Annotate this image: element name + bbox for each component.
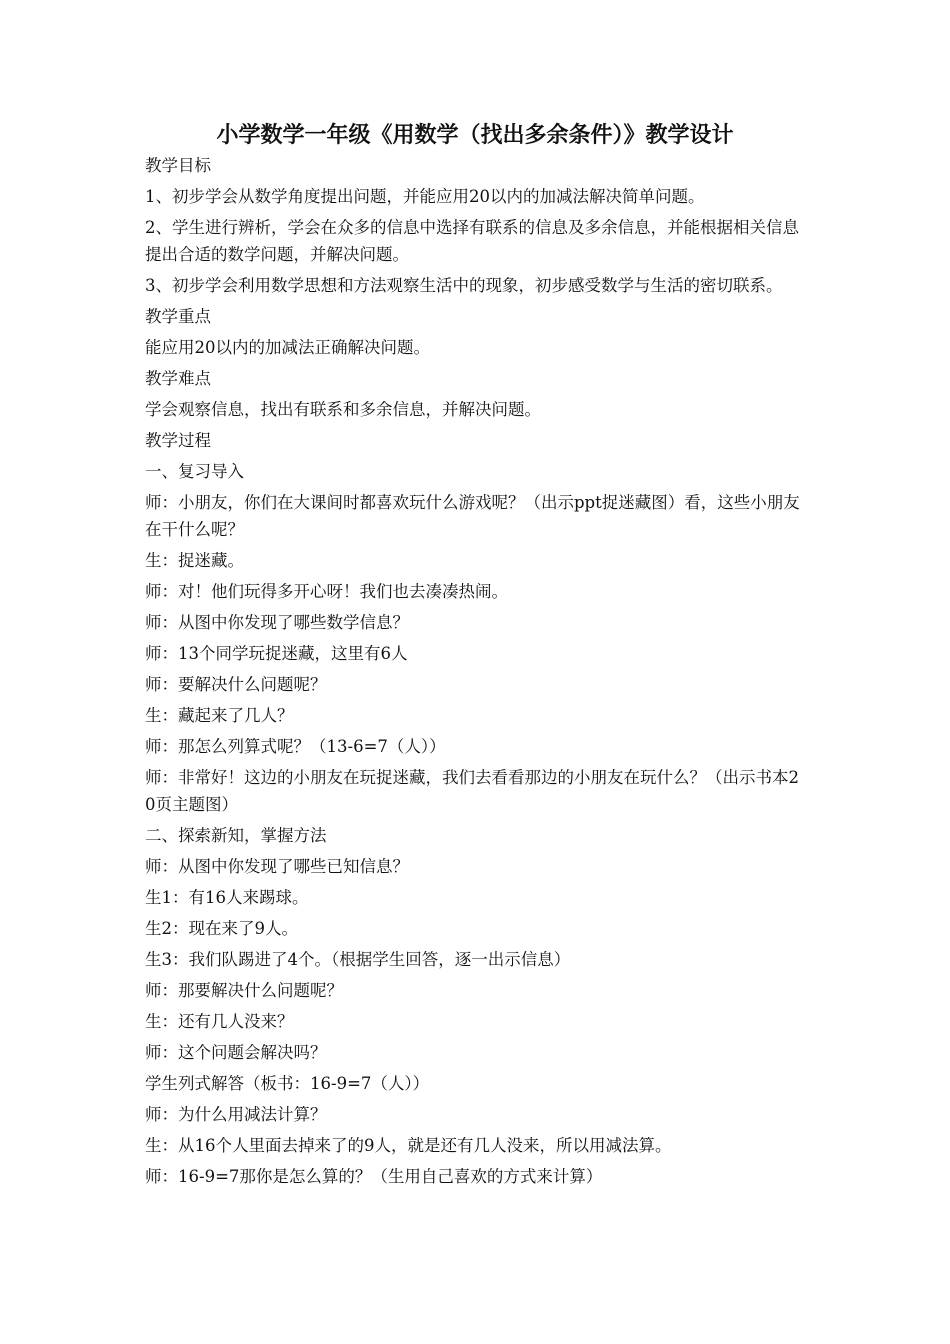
dialogue-line: 学生列式解答（板书：16-9=7（人））: [145, 1074, 430, 1093]
dialogue-line: 师：这个问题会解决吗？: [145, 1043, 327, 1062]
document-title: 小学数学一年级《用数学（找出多余条件）》教学设计: [216, 123, 734, 148]
dialogue-line: 生：捉迷藏。: [145, 551, 244, 570]
dialogue-line: 师：非常好！这边的小朋友在玩捉迷藏，我们去看看那边的小朋友在玩什么？（出示书本20页主题图）: [145, 768, 799, 814]
dialogue-line: 师：16-9=7那你是怎么算的？（生用自己喜欢的方式来计算）: [145, 1167, 603, 1186]
dialogue-line: 师：小朋友，你们在大课间时都喜欢玩什么游戏呢？（出示ppt捉迷藏图）看，这些小朋友在干什么呢？: [145, 493, 800, 539]
dialogue-line: 生3：我们队踢进了4个。（根据学生回答，逐一出示信息）: [145, 950, 571, 969]
dialogue-line: 师：从图中你发现了哪些已知信息？: [145, 857, 409, 876]
section-heading-objectives: 教学目标: [145, 156, 211, 175]
dialogue-line: 师：13个同学玩捉迷藏，这里有6人: [145, 644, 408, 663]
dialogue-line: 师：那要解决什么问题呢？: [145, 981, 343, 1000]
section-heading-difficulties: 教学难点: [145, 369, 211, 388]
section-heading-key-points: 教学重点: [145, 307, 211, 326]
paragraph: 学会观察信息，找出有联系和多余信息，并解决问题。: [145, 400, 541, 419]
section-heading-process: 教学过程: [145, 431, 211, 450]
objective-item: 1、初步学会从数学角度提出问题，并能应用20以内的加减法解决简单问题。: [145, 187, 705, 206]
subsection-heading: 二、探索新知，掌握方法: [145, 826, 327, 845]
objective-item: 2、学生进行辨析，学会在众多的信息中选择有联系的信息及多余信息，并能根据相关信息提出合适的数学问题，并解决问题。: [145, 218, 799, 264]
dialogue-line: 师：对！他们玩得多开心呀！我们也去凑凑热闹。: [145, 582, 508, 601]
subsection-heading: 一、复习导入: [145, 462, 244, 481]
dialogue-line: 生2：现在来了9人。: [145, 919, 298, 938]
paragraph: 能应用20以内的加减法正确解决问题。: [145, 338, 430, 357]
objective-item: 3、初步学会利用数学思想和方法观察生活中的现象，初步感受数学与生活的密切联系。: [145, 276, 783, 295]
dialogue-line: 生1：有16人来踢球。: [145, 888, 309, 907]
dialogue-line: 师：那怎么列算式呢？（13-6=7（人））: [145, 737, 446, 756]
dialogue-line: 生：从16个人里面去掉来了的9人，就是还有几人没来，所以用减法算。: [145, 1136, 672, 1155]
dialogue-line: 生：还有几人没来？: [145, 1012, 294, 1031]
document-body: [145, 152, 807, 1194]
dialogue-line: 师：从图中你发现了哪些数学信息？: [145, 613, 409, 632]
dialogue-line: 师：要解决什么问题呢？: [145, 675, 327, 694]
dialogue-line: 师：为什么用减法计算？: [145, 1105, 327, 1124]
dialogue-line: 生：藏起来了几人？: [145, 706, 294, 725]
